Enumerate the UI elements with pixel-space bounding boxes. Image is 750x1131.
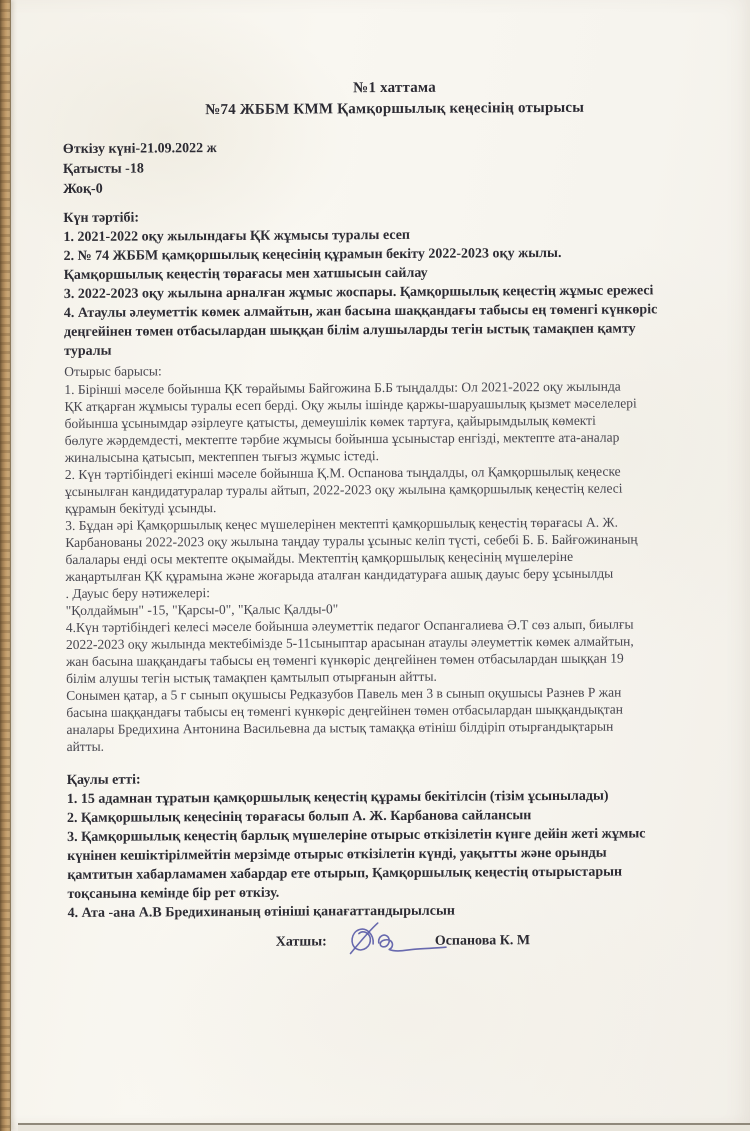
resolution-item-4: 4. Ата -ана А.В Бредихинаның өтініші қанағаттандырылсын bbox=[67, 903, 456, 921]
agenda-heading: Күн тәртібі: bbox=[63, 210, 140, 226]
secretary-label: Хатшы: bbox=[275, 934, 327, 950]
resolution-heading: Қаулы етті: bbox=[66, 772, 141, 788]
proceedings-paragraph-1: 1. Бірінші мәселе бойынша ҚК төрайымы Байгожина Б.Б тыңдалды: Ол 2021-2022 оқу жылында ҚК атқарған жұмысы туралы есеп берді. Оқу жылы ішінде қаржы-шаруашылық қызмет мәселелері бойынша ұсынымдар әзірлеуге қатысты, демеушілік көмек тартуға, қайырымдылық көмекті бөлуге жәрдемдесті, мектепте тәрбие жұмысы бойынша ұсыныстар енгізді, мектепте ата-аналар жиналысына қатысып, мектеппен тығыз жұмыс істеді. bbox=[64, 378, 637, 465]
title-line-2: №74 ЖББМ КММ Қамқоршылық кеңесінің отырысы bbox=[205, 99, 585, 119]
resolution-item-3: 3. Қамқоршылық кеңестің барлық мүшелеріне отырыс өткізілетін күнге дейін жеті жұмыс күнінен кешіктірілмейтін мерзімде отырыс өткізілетін күнді, уақытты және орынды қамтитын хабарламамен хабардар ете отырып, Қамқоршылық кеңестің отырыстарын тоқсанына кемінде бір рет өткізу. bbox=[67, 826, 646, 902]
secretary-name: Оспанова К. М bbox=[434, 933, 531, 949]
vote-results-line: "Қолдаймын" -15, "Қарсы-0", "Қалыс Қалды-0" bbox=[65, 601, 339, 618]
proceedings-section bbox=[64, 359, 730, 755]
proceedings-paragraph-3: 3. Бұдан әрі Қамқоршылық кеңес мүшелерінен мектепті қамқоршылық кеңестің төрағасы А. Ж. Карбанованы 2022-2023 оқу жылына таңдау туралы ұсыныс келіп түсті, себебі Б. Б. Байғожинаның балалары енді осы мектепте оқымайды. Мектептің қамқоршылық кеңесінің мүшелеріне жаңартылған ҚК құрамына және жоғарыда аталған кандидатураға ашық дауыс беру ұсынылды . Дауыс беру нәтижелері: bbox=[65, 514, 638, 601]
proceedings-paragraph-5: Сонымен қатар, а 5 г сынып оқушысы Редказубов Павель мен 3 в сынып оқушысы Разнев Р жан басына шаққандағы табысы ең төменгі күнкөріс деңгейінен төмен отбасылардан шыққандықтан аналары Бредихина Антонина Васильевна да ыстық тамаққа өтініш білдіріп отырғандықтарын айтты. bbox=[66, 684, 624, 754]
title-line-1: №1 хаттама bbox=[353, 79, 436, 97]
agenda-item-1: 1. 2021-2022 оқу жылындағы ҚК жұмысы туралы есеп bbox=[63, 227, 411, 245]
resolution-item-1: 1. 15 адамнан тұратын қамқоршылық кеңестің құрамы бекітілсін (тізім ұсынылады) bbox=[66, 788, 609, 807]
absent-count: Жоқ-0 bbox=[63, 181, 103, 197]
meeting-date: Өткізу күні-21.09.2022 ж bbox=[62, 141, 217, 157]
attended-count: Қатысты -18 bbox=[62, 161, 144, 177]
scan-left-edge bbox=[0, 0, 11, 1131]
scan-bottom-edge bbox=[18, 1123, 750, 1131]
agenda-item-3: 3. 2022-2023 оқу жылына арналған жұмыс жоспары. Қамқоршылық кеңестің жұмыс ережесі bbox=[63, 283, 654, 302]
agenda-item-4: 4. Атаулы әлеуметтік көмек алмайтын, жан басына шаққандағы табысы ең төменгі күнкөріс деңгейінен төмен отбасылардан шыққан білім алушыларды тегін ыстық тамақпен қамту туралы bbox=[63, 302, 658, 359]
agenda-item-2: 2. № 74 ЖББМ қамқоршылық кеңесінің құрамын бекіту 2022-2023 оқу жылы. Қамқоршылық кеңестің төрағасы мен хатшысын сайлау bbox=[63, 245, 562, 283]
resolution-item-2: 2. Қамқоршылық кеңесінің төрағасы болып А. Ж. Карбанова сайлансын bbox=[66, 808, 532, 826]
document-content bbox=[62, 0, 732, 955]
proceedings-paragraph-4: 4.Күн тәртібіндегі келесі мәселе бойынша әлеуметтік педагог Оспангалиева Ә.Т сөз алып, биылғы 2022-2023 оқу жылында мектебімізде 5-11сыныптар арасынан атаулы әлеуметтік көмек алмайтын, жан басына шаққандағы табысы ең төменгі күнкөріс деңгейінен төмен отбасылардан шыққан 19 білім алушы тегін ыстық тамақпен қамтылып отырғанын айтты. bbox=[65, 616, 634, 686]
meeting-meta bbox=[63, 136, 727, 200]
signature-row bbox=[68, 929, 732, 955]
agenda-section bbox=[63, 205, 728, 361]
resolution-section bbox=[67, 767, 732, 923]
handwritten-signature-icon bbox=[345, 917, 449, 964]
proceedings-heading: Отырыс барысы: bbox=[64, 363, 162, 379]
document-title bbox=[62, 76, 726, 122]
proceedings-paragraph-2: 2. Күн тәртібіндегі екінші мәселе бойынша Қ.М. Оспанова тыңдалды, ол Қамқоршылық кеңеске ұсынылған кандидатуралар туралы айтып, 2022-2023 оқу жылына қамқоршылық кеңестің келесі құрамын бекітуді ұсынды. bbox=[64, 463, 623, 516]
